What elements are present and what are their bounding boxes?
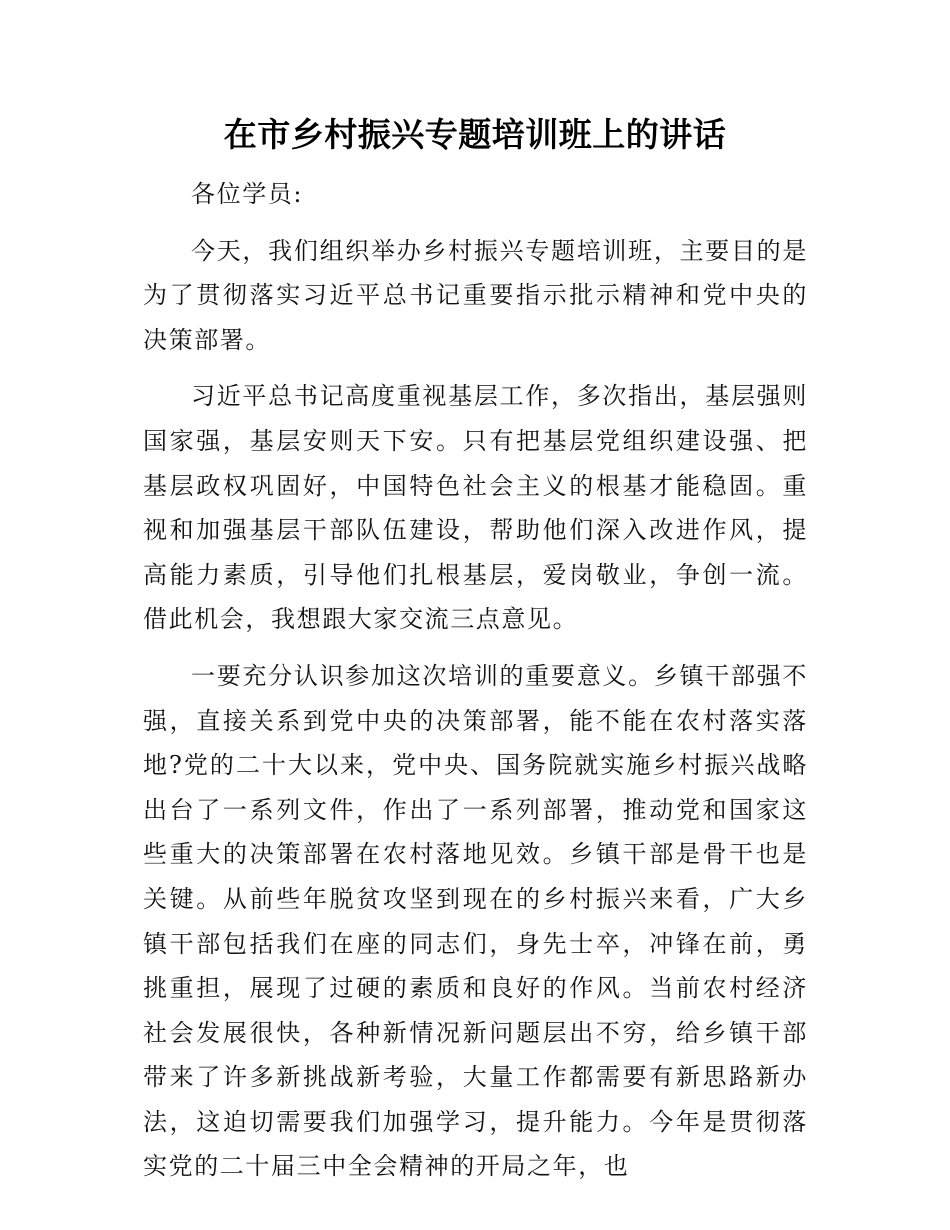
salutation: 各位学员:: [191, 180, 304, 208]
paragraph-point-one: 一要充分认识参加这次培训的重要意义。乡镇干部强不强，直接关系到党中央的决策部署，能不能在农村落实落地?党的二十大以来，党中央、国务院就实施乡村振兴战略出台了一系列文件，作出了一系列部署，推动党和国家这些重大的决策部署在农村落地见效。乡镇干部是骨干也是关键。从前些年脱贫攻坚到现在的乡村振兴来看，广大乡镇干部包括我们在座的同志们，身先士卒，冲锋在前，勇挑重担，展现了过硬的素质和良好的作风。当前农村经济社会发展很快，各种新情况新问题层出不穷，给乡镇干部带来了许多新挑战新考验，大量工作都需要有新思路新办法，这迫切需要我们加强学习，提升能力。今年是贯彻落实党的二十届三中全会精神的开局之年，也: [143, 661, 808, 1181]
paragraph-background: 习近平总书记高度重视基层工作，多次指出，基层强则国家强，基层安则天下安。只有把基层党组织建设强、把基层政权巩固好，中国特色社会主义的根基才能稳固。重视和加强基层干部队伍建设，帮助他们深入改进作风，提高能力素质，引导他们扎根基层，爱岗敬业，争创一流。借此机会，我想跟大家交流三点意见。: [143, 382, 808, 634]
document-title: 在市乡村振兴专题培训班上的讲话: [223, 115, 727, 154]
paragraph-intro: 今天，我们组织举办乡村振兴专题培训班，主要目的是为了贯彻落实习近平总书记重要指示批示精神和党中央的决策部署。: [143, 236, 808, 354]
document-body: [143, 172, 808, 1201]
